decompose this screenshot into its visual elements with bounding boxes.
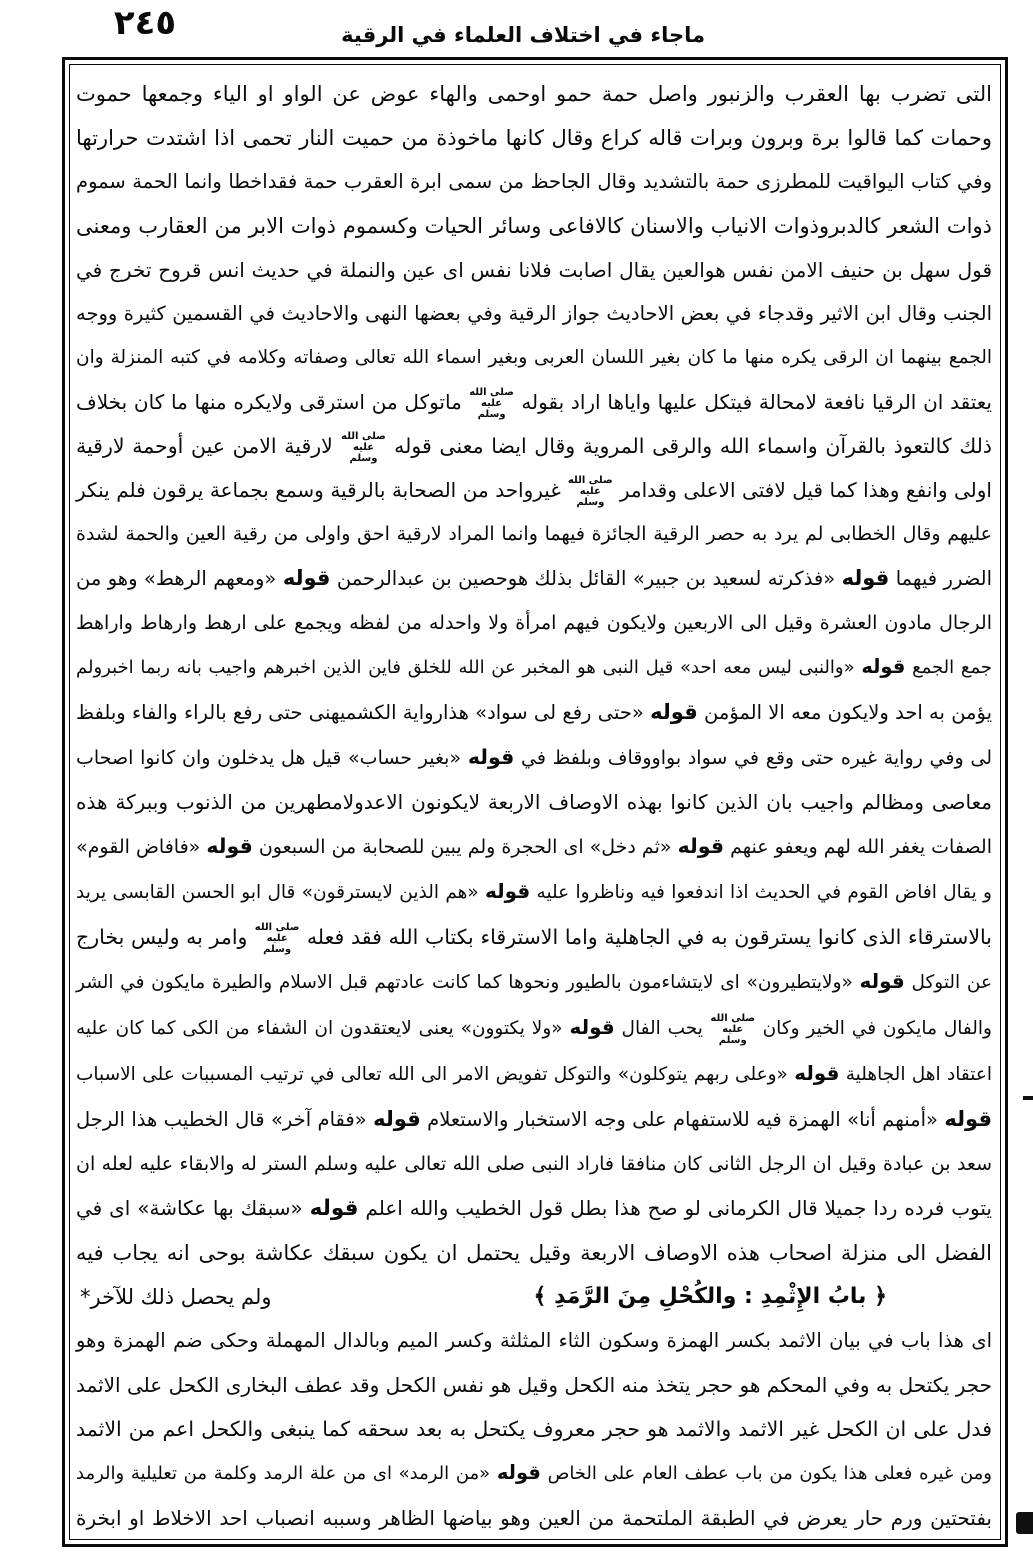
- text-line: سعد بن عبادة وقيل ان الرجل الثانى كان منافقا فاراد النبى صلى الله تعالى عليه وسلم الستر له والابقاء عليه لعله ان: [76, 1153, 992, 1175]
- text-line: الصفات يغفر الله لهم ويعفو عنهم قوله «ثم دخل» اى الحجرة ولم يبين للصحابة من السبعون قوله «فافاض القوم»: [76, 834, 992, 858]
- scan-mark: [1023, 1096, 1033, 1100]
- text-line: يؤمن به احد ولايكون معه الا المؤمن قوله «حتى رفع لى سواد» هذارواية الكشميهنى حتى رفع بالراء والفاء وبلفظ: [76, 699, 992, 724]
- qawl-marker: قوله: [309, 1196, 359, 1221]
- text-line: الرجال مادون العشرة وقيل الى الاربعين ولايكون فيهم امرأة ولا واحدله من لفظه ويجمع على ارهط وارهاط واراهط: [76, 612, 992, 634]
- qawl-marker: قوله: [944, 1106, 992, 1131]
- text-line: ومن غيره فعلى هذا يكون من باب عطف العام على الخاص قوله «من الرمد» اى من علة الرمد وكلمة من تعليلية والرمد: [76, 1461, 992, 1484]
- qawl-marker: قوله: [859, 969, 905, 993]
- qawl-marker: قوله: [485, 879, 531, 903]
- main-text: [76, 72, 992, 1540]
- text-line: معاصى ومظالم واجيب بان الذين كانوا بهذه الاوصاف الاربعة لايكونون الاعدولامطهرين من الذنوب وببركة هذه: [76, 790, 992, 814]
- text-line: الجمع بينهما ان الرقى يكره منها ما كان بغير اللسان العربى وبغير اسماء الله تعالى وصفاته وكلامه في كتبه المنزلة وان: [76, 347, 992, 368]
- text-line: فدل على ان الكحل غير الاثمد والاثمد هو حجر معروف يكتحل به بعد سحقه كما ينبغى والكحل اعم من الاثمد: [76, 1417, 992, 1441]
- text-line: يعتقد ان الرقيا نافعة لامحالة فيتكل عليها واياها اراد بقوله صلى الله عليه وسلم ماتوكل من استرقى ولايكره منها ما كان بخلاف: [76, 387, 992, 420]
- qawl-marker: قوله: [861, 655, 906, 678]
- text-line: اى هذا باب في بيان الاثمد بكسر الهمزة وسكون الثاء المثلثة وكسر الميم وبالدال المهملة وحكى ضم الهمزة وهو: [76, 1329, 992, 1352]
- page-number: ٢٤٥: [113, 3, 177, 43]
- text-line: وفي كتاب اليواقيت للمطرزى حمة بالتشديد وقال الجاحظ من سمى ابرة العقرب حمة فقداخطا وانما الحمة سموم: [76, 170, 992, 193]
- paragraph-end: ولم يحصل ذلك للآخر*: [80, 1285, 272, 1309]
- text-line: التى تضرب بها العقرب والزنبور واصل حمة حمو اوحمى والهاء عوض عن الواو او الياء وجمعها حموت: [76, 82, 992, 106]
- text-line: وحمات كما قالوا برة وبرون وبرات قاله كراع وقال كانها ماخوذة من حميت النار تحمى اذا اشتدت حرارتها: [76, 126, 992, 150]
- text-line: الضرر فيهما قوله «فذكرته لسعيد بن جبير» القائل بذلك هوحصين بن عبدالرحمن قوله «ومعهم الرهط» وهو من: [76, 565, 992, 590]
- text-line: جمع الجمع قوله «والنبى ليس معه احد» قيل النبى هو المخبر عن الله للخلق فاين الذين اخبرهم واجيب بانه ربما اخبرولم: [76, 655, 992, 678]
- qawl-marker: قوله: [373, 1106, 421, 1131]
- commentary-before-chapter: [76, 72, 992, 1275]
- text-line: الفضل الى منزلة اصحاب هذه الاوصاف الاربعة وقيل يحتمل ان يكون سبقك عكاشة بوحى انه يجاب فيه: [76, 1241, 992, 1265]
- qawl-marker: قوله: [650, 699, 698, 724]
- qawl-marker: قوله: [841, 565, 890, 590]
- salawat-ligature: صلى الله عليه وسلم: [254, 921, 300, 955]
- chapter-heading-line: [76, 1275, 992, 1319]
- text-line: قول سهل بن حنيف الامن نفس هوالعين يقال اصابت فلانا نفس اى عين والنملة في حديث انس قروح تخرج في: [76, 258, 992, 282]
- text-line: و يقال افاض القوم في الحديث اذا اندفعوا فيه وناظروا عليه قوله «هم الذين لايسترقون» قال ابو الحسن القابسى يريد: [76, 879, 992, 903]
- text-line: ذلك كالتعوذ بالقرآن واسماء الله والرقى المروية وقال ايضا معنى قوله صلى الله عليه وسلم لارقية الامن عين أوحمة لارقية: [76, 430, 992, 464]
- text-line: اعتقاد اهل الجاهلية قوله «وعلى ربهم يتوكلون» والتوكل تفويض الامر الى الله تعالى في ترتيب المسببات على الاسباب: [76, 1061, 993, 1085]
- qawl-marker: قوله: [282, 565, 331, 590]
- qawl-marker: قوله: [794, 1061, 840, 1085]
- text-line: لى وفي رواية غيره حتى وقع في سواد بواووقاف وبلفظ في قوله «بغير حساب» قيل هل يدخلون وان كانوا اصحاب: [76, 745, 992, 769]
- qawl-marker: قوله: [467, 745, 515, 769]
- salawat-ligature: صلى الله عليه وسلم: [710, 1012, 756, 1046]
- qawl-marker: قوله: [569, 1015, 615, 1039]
- salawat-ligature: صلى الله عليه وسلم: [341, 430, 386, 464]
- text-line: عن التوكل قوله «ولايتطيرون» اى لايتشاءمون بالطيور ونحوها كما كانت عادتهم قبل الاسلام والطيرة مايكون في الشر: [76, 969, 992, 993]
- salawat-ligature: صلى الله عليه وسلم: [469, 387, 514, 420]
- qawl-marker: قوله: [496, 1461, 541, 1484]
- salawat-ligature: صلى الله عليه وسلم: [567, 475, 613, 508]
- text-line: اولى وانفع وهذا كما قيل لافتى الاعلى وقدامر صلى الله عليه وسلم غيرواحد من الصحابة بالرقية وسمع بجماعة يرقون فلم ينكر: [76, 475, 992, 508]
- text-line: والفال مايكون في الخير وكان صلى الله عليه وسلم يحب الفال قوله «ولا يكتوون» يعنى لايعتقدون ان الشفاء من الكى كما كان عليه: [76, 1012, 992, 1046]
- text-line: عليهم وقال الخطابى لم يرد به حصر الرقية الجائزة فيهما وانما المراد لارقية احق واولى من رقية العين والحمة لشدة: [76, 523, 992, 545]
- scan-mark: [1016, 1512, 1033, 1534]
- text-line: يتوب فرده ردا جميلا قال الكرمانى لو صح هذا بطل قول الخطيب والله اعلم قوله «سبقك بها عكاشة» اى في: [76, 1196, 992, 1221]
- qawl-marker: قوله: [206, 834, 253, 858]
- text-line: بالاسترقاء الذى كانوا يسترقون به في الجاهلية واما الاسترقاء بكتاب الله فقد فعله صلى الله عليه وسلم وامر به وليس بخارج: [76, 921, 992, 955]
- commentary-after-chapter: [76, 1319, 992, 1540]
- text-line: قوله «أمنهم أنا» الهمزة فيه للاستفهام على وجه الاستخبار والاستعلام قوله «فقام آخر» قال الخطيب هذا الرجل: [76, 1106, 992, 1131]
- text-line: حجر يكتحل به وفي المحكم هو حجر يتخذ منه الكحل وقيل هو نفس الكحل وقد عطف البخارى الكحل على الاثمد: [76, 1373, 992, 1397]
- text-line: بفتحتين ورم حار يعرض في الطبقة الملتحمة من العين وهو بياضها الظاهر وسببه انصباب احد الاخلاط او ابخرة: [76, 1506, 992, 1530]
- text-line: ذوات الشعر كالدبروذوات الانياب والاسنان كالافاعى وسائر الحيات وكسموم ذوات الابر من العقارب ومعنى: [76, 214, 992, 238]
- qawl-marker: قوله: [677, 834, 725, 858]
- text-line: الجنب وقال ابن الاثير وقدجاء في بعض الاحاديث جواز الرقية وفي بعضها النهى والاحاديث في القسمين كثيرة ووجه: [76, 302, 992, 325]
- running-title: ماجاء في اختلاف العلماء في الرقية: [341, 23, 705, 47]
- chapter-title: ﴿ بابُ الإِثْمِدِ : والكُحْلِ مِنَ الرَّمَدِ ﴾: [533, 1284, 887, 1309]
